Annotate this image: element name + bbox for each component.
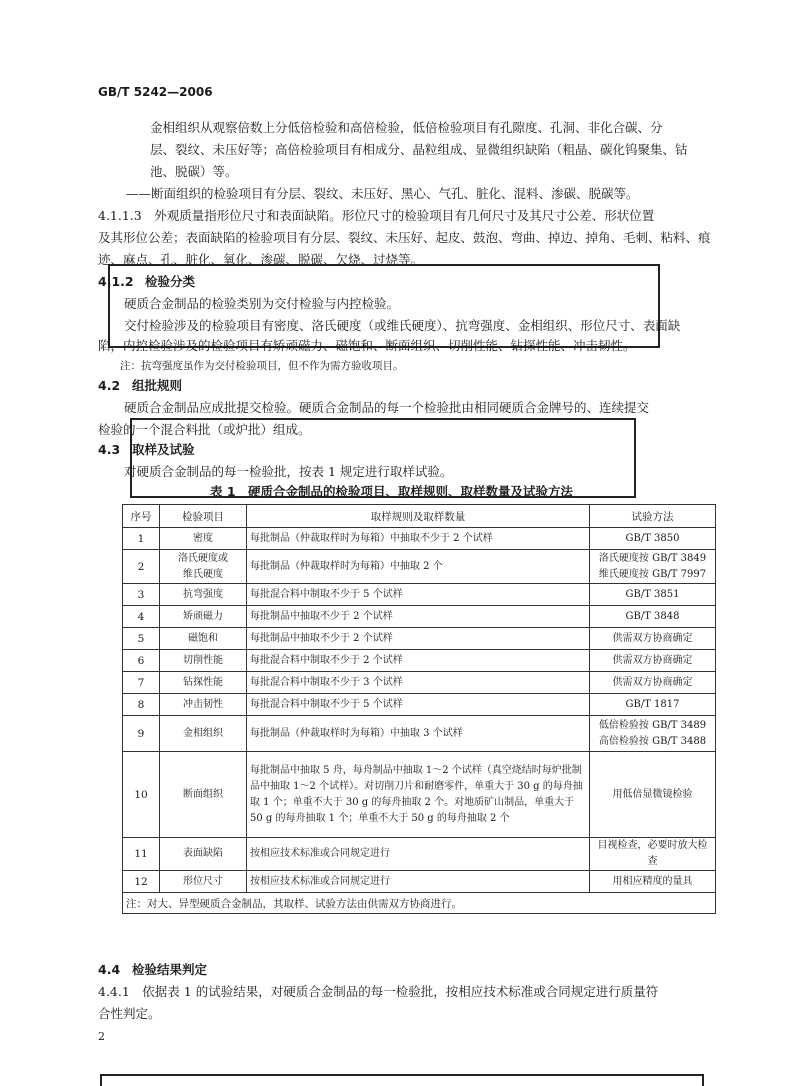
cell-method: GB/T 3850 [590,528,716,550]
cell-method: GB/T 3848 [590,606,716,628]
cell-method: 低倍检验按 GB/T 3489 高倍检验按 GB/T 3488 [590,716,716,752]
table-row [123,838,716,871]
cell-rule: 每批制品中抽取不少于 2 个试样 [247,628,590,650]
cell-item: 洛氏硬度或 维氏硬度 [160,550,247,584]
section-title: 组批规则 [132,378,183,393]
para-line: 硬质合金制品应成批提交检验。硬质合金制品的每一个检验批由相同硬质合金牌号的、连续提交 [124,400,650,415]
table-header-row [123,505,716,528]
para-line: 检验的一个混合料批（或炉批）组成。 [98,422,311,437]
col-header: 取样规则及取样数量 [247,505,590,528]
section-title: 检验结果判定 [132,962,208,977]
cell-item: 切削性能 [160,650,247,672]
cell-item: 抗弯强度 [160,584,247,606]
para-line: 金相组织从观察倍数上分低倍检验和高倍检验，低倍检验项目有孔隙度、孔洞、非化合碳、分 [150,120,663,135]
cell-rule: 每批混合料中制取不少于 3 个试样 [247,672,590,694]
cell-rule: 每批制品中抽取不少于 2 个试样 [247,606,590,628]
para-line: 陷，内控检验涉及的检验项目有矫顽磁力、磁饱和、断面组织、切削性能、钻探性能、冲击韧性。 [98,338,636,353]
section-title: 取样及试验 [132,442,195,457]
cell-no: 12 [123,871,160,893]
para-line: 4.1.1.3 外观质量指形位尺寸和表面缺陷。形位尺寸的检验项目有几何尺寸及其尺寸公差、形状位置 [98,208,655,223]
cell-rule: 每批混合料中制取不少于 5 个试样 [247,584,590,606]
table-note: 注：对大、异型硬质合金制品，其取样、试验方法由供需双方协商进行。 [123,893,716,914]
cell-no: 7 [123,672,160,694]
para-line: 合性判定。 [98,1006,161,1021]
para-line: 对硬质合金制品的每一检验批，按表 1 规定进行取样试验。 [124,464,453,479]
cell-item: 矫顽磁力 [160,606,247,628]
cell-item: 密度 [160,528,247,550]
cell-method: 供需双方协商确定 [590,628,716,650]
cell-method: 用相应精度的量具 [590,871,716,893]
table-row [123,628,716,650]
cell-rule: 按相应技术标准或合同规定进行 [247,871,590,893]
cell-rule: 每批制品（仲裁取样时为每箱）中抽取 2 个 [247,550,590,584]
cell-no: 8 [123,694,160,716]
cell-no: 2 [123,550,160,584]
para-line: ——断面组织的检验项目有分层、裂纹、未压好、黑心、气孔、脏化、混料、渗碳、脱碳等。 [126,186,639,201]
table-row [123,528,716,550]
table-caption: 表 1 硬质合金制品的检验项目、取样规则、取样数量及试验方法 [210,484,574,499]
cell-no: 3 [123,584,160,606]
cell-no: 9 [123,716,160,752]
page-number: 2 [98,1030,105,1043]
col-header: 检验项目 [160,505,247,528]
para-line: 4.4.1 依据表 1 的试验结果，对硬质合金制品的每一检验批，按相应技术标准或合同规定进行质量符 [98,984,659,999]
cell-method: 供需双方协商确定 [590,650,716,672]
para-line: 迹、麻点、孔、脏化、氧化、渗碳、脱碳、欠烧、过烧等。 [98,252,424,267]
inspection-table [122,504,716,914]
cell-item: 冲击韧性 [160,694,247,716]
cell-method: 洛氏硬度按 GB/T 3849 维氏硬度按 GB/T 7997 [590,550,716,584]
para-line: 及其形位公差；表面缺陷的检验项目有分层、裂纹、未压好、起皮、鼓泡、弯曲、掉边、掉角、毛刺、粘料、痕 [98,230,711,245]
col-header: 试验方法 [590,505,716,528]
para-line: 硬质合金制品的检验类别为交付检验与内控检验。 [124,296,400,311]
cell-rule: 每批制品（仲裁取样时为每箱）中抽取不少于 2 个试样 [247,528,590,550]
note: 注：抗弯强度虽作为交付检验项目，但不作为需方验收项目。 [120,360,404,372]
table-row [123,650,716,672]
para-line: 层、裂纹、未压好等；高倍检验项目有相成分、晶粒组成、显微组织缺陷（粗晶、碳化钨聚集、钴 [150,142,688,157]
cell-method: 目视检查，必要时放大检查 [590,838,716,871]
section-number: 4.4 [98,962,121,977]
cell-no: 4 [123,606,160,628]
cell-item: 金相组织 [160,716,247,752]
para-line: 交付检验涉及的检验项目有密度、洛氏硬度（或维氏硬度）、抗弯强度、金相组织、形位尺寸、表面缺 [124,318,681,333]
cell-method: 用低倍显微镜检验 [590,752,716,838]
cell-no: 6 [123,650,160,672]
section-title: 检验分类 [145,274,196,289]
section-number: 4.1.2 [98,274,134,289]
table-row [123,694,716,716]
table-row [123,716,716,752]
cell-method: 供需双方协商确定 [590,672,716,694]
col-header: 序号 [123,505,160,528]
cell-no: 10 [123,752,160,838]
cell-item: 钻探性能 [160,672,247,694]
cell-item: 断面组织 [160,752,247,838]
cell-rule: 每批混合料中制取不少于 5 个试样 [247,694,590,716]
cell-rule: 每批制品（仲裁取样时为每箱）中抽取 3 个试样 [247,716,590,752]
cell-item: 表面缺陷 [160,838,247,871]
para-line: 池、脱碳）等。 [150,164,238,179]
cell-no: 1 [123,528,160,550]
cell-no: 11 [123,838,160,871]
cell-rule: 每批混合料中制取不少于 2 个试样 [247,650,590,672]
table-row [123,584,716,606]
cell-no: 5 [123,628,160,650]
next-page-frame [100,1074,704,1086]
cell-method: GB/T 1817 [590,694,716,716]
table-row [123,871,716,893]
table-row [123,550,716,584]
cell-rule: 按相应技术标准或合同规定进行 [247,838,590,871]
section-number: 4.2 [98,378,121,393]
section-number: 4.3 [98,442,121,457]
table-row [123,672,716,694]
table-row [123,606,716,628]
cell-rule: 每批制品中抽取 5 舟，每舟制品中抽取 1～2 个试样（真空烧结时每炉批制品中抽取 1～2 个试样）。对切削刀片和耐磨零件，单重大于 30 g 的每舟抽取 1 个；单重不大于 30 g 的每舟抽取 2 个。对地质矿山制品，单重大于 50 g 的每舟抽取 1 个；单重不大于 50 g 的每舟抽取 2 个 [247,752,590,838]
standard-code: GB/T 5242—2006 [98,85,213,99]
cell-item: 磁饱和 [160,628,247,650]
table-row [123,752,716,838]
cell-method: GB/T 3851 [590,584,716,606]
cell-item: 形位尺寸 [160,871,247,893]
